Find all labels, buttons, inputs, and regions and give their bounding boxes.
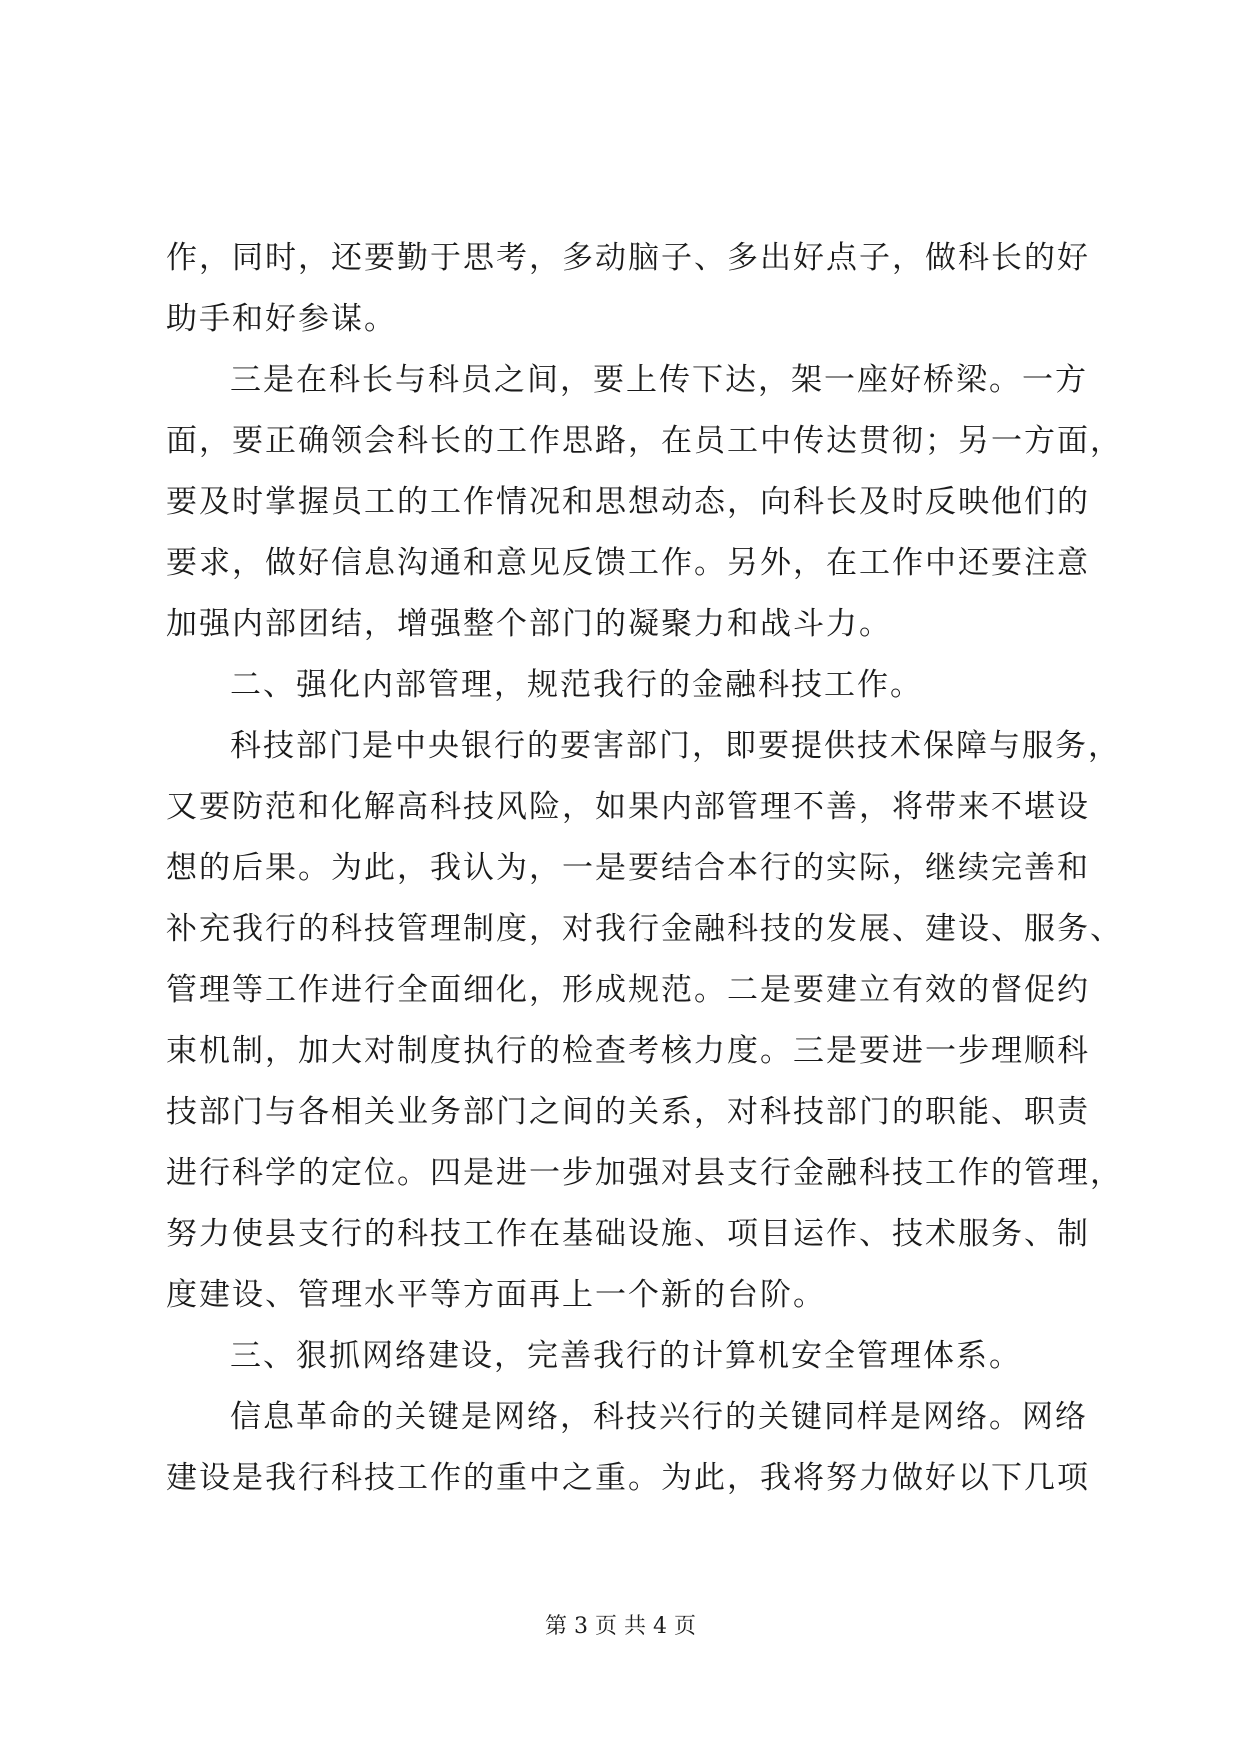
text-line: 管理等工作进行全面细化，形成规范。二是要建立有效的督促约: [166, 972, 1090, 1008]
text-line: 技部门与各相关业务部门之间的关系，对科技部门的职能、职责: [166, 1094, 1090, 1130]
section-heading-3: 三、狠抓网络建设，完善我行的计算机安全管理体系。: [230, 1338, 1022, 1374]
text-line: 加强内部团结，增强整个部门的凝聚力和战斗力。: [166, 606, 892, 642]
text-line: 又要防范和化解高科技风险，如果内部管理不善，将带来不堪设: [166, 789, 1090, 825]
text-line: 进行科学的定位。四是进一步加强对县支行金融科技工作的管理，: [166, 1155, 1123, 1191]
document-body: [166, 228, 1123, 1509]
page-footer: [0, 1612, 1241, 1642]
text-line: 想的后果。为此，我认为，一是要结合本行的实际，继续完善和: [166, 850, 1090, 886]
text-line: 要及时掌握员工的工作情况和思想动态，向科长及时反映他们的: [166, 484, 1090, 520]
text-line: 补充我行的科技管理制度，对我行金融科技的发展、建设、服务、: [166, 911, 1123, 947]
text-line: 努力使县支行的科技工作在基础设施、项目运作、技术服务、制: [166, 1216, 1090, 1252]
paragraph-start-line: 信息革命的关键是网络，科技兴行的关键同样是网络。网络: [230, 1399, 1088, 1435]
text-line: 作，同时，还要勤于思考，多动脑子、多出好点子，做科长的好: [166, 240, 1090, 276]
text-line: 束机制，加大对制度执行的检查考核力度。三是要进一步理顺科: [166, 1033, 1090, 1069]
text-line: 助手和好参谋。: [166, 301, 397, 337]
text-line: 要求，做好信息沟通和意见反馈工作。另外，在工作中还要注意: [166, 545, 1090, 581]
section-heading-2: 二、强化内部管理，规范我行的金融科技工作。: [230, 667, 923, 703]
text-line: 建设是我行科技工作的重中之重。为此，我将努力做好以下几项: [166, 1460, 1090, 1496]
paragraph-start-line: 科技部门是中央银行的要害部门，即要提供技术保障与服务，: [230, 728, 1121, 764]
page-number-label: 第 3 页 共 4 页: [545, 1614, 696, 1639]
text-line: 面，要正确领会科长的工作思路，在员工中传达贯彻；另一方面，: [166, 423, 1123, 459]
paragraph-start-line: 三是在科长与科员之间，要上传下达，架一座好桥梁。一方: [230, 362, 1088, 398]
text-line: 度建设、管理水平等方面再上一个新的台阶。: [166, 1277, 826, 1313]
